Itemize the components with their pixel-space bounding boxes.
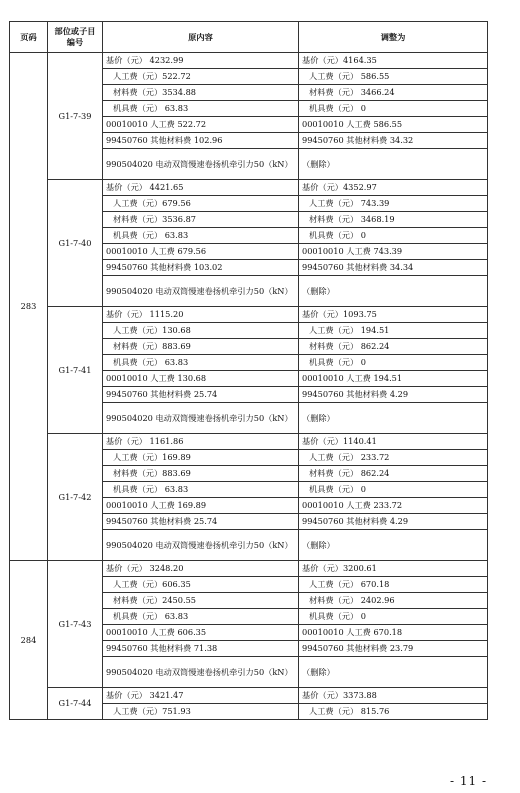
original-cell: 人工费（元）679.56 [103, 196, 299, 212]
adjusted-cell: 机具费（元） 0 [299, 355, 488, 371]
original-cell: 人工费（元）169.89 [103, 450, 299, 466]
original-cell: 00010010 人工费 522.72 [103, 117, 299, 133]
table-body [10, 53, 488, 720]
page-number: - 11 - [449, 774, 487, 788]
page-cell: 283 [10, 53, 48, 561]
adjusted-cell: 基价（元）3373.88 [299, 688, 488, 704]
adjusted-cell: 材料费（元） 862.24 [299, 466, 488, 482]
header-original: 原内容 [103, 22, 299, 53]
original-cell: 990504020 电动双筒慢速卷扬机牵引力50（kN） [103, 403, 299, 434]
adjusted-cell: （删除） [299, 149, 488, 180]
adjusted-cell: 99450760 其他材料费 34.32 [299, 133, 488, 149]
original-cell: 99450760 其他材料费 71.38 [103, 641, 299, 657]
table-row [10, 561, 488, 577]
adjusted-cell: 人工费（元） 670.18 [299, 577, 488, 593]
item-code-cell: G1-7-43 [48, 561, 103, 688]
original-cell: 人工费（元）606.35 [103, 577, 299, 593]
item-code-cell: G1-7-41 [48, 307, 103, 434]
page-cell: 284 [10, 561, 48, 720]
adjusted-cell: 00010010 人工费 233.72 [299, 498, 488, 514]
adjusted-cell: 基价（元）1140.41 [299, 434, 488, 450]
adjusted-cell: 99450760 其他材料费 4.29 [299, 514, 488, 530]
original-cell: 99450760 其他材料费 103.02 [103, 260, 299, 276]
table-row [10, 688, 488, 704]
original-cell: 机具费（元） 63.83 [103, 101, 299, 117]
original-cell: 基价（元） 3248.20 [103, 561, 299, 577]
adjusted-cell: 材料费（元） 3466.24 [299, 85, 488, 101]
original-cell: 人工费（元）522.72 [103, 69, 299, 85]
adjusted-cell: 99450760 其他材料费 4.29 [299, 387, 488, 403]
adjusted-cell: 机具费（元） 0 [299, 101, 488, 117]
adjusted-cell: 人工费（元） 815.76 [299, 704, 488, 720]
adjusted-cell: 99450760 其他材料费 34.34 [299, 260, 488, 276]
adjusted-cell: 人工费（元） 586.55 [299, 69, 488, 85]
original-cell: 990504020 电动双筒慢速卷扬机牵引力50（kN） [103, 276, 299, 307]
table-header-row [10, 22, 488, 53]
adjusted-cell: 人工费（元） 233.72 [299, 450, 488, 466]
adjusted-cell: 材料费（元） 2402.96 [299, 593, 488, 609]
item-code-cell: G1-7-40 [48, 180, 103, 307]
adjusted-cell: 机具费（元） 0 [299, 482, 488, 498]
original-cell: 材料费（元）2450.55 [103, 593, 299, 609]
original-cell: 基价（元） 4421.65 [103, 180, 299, 196]
original-cell: 材料费（元）3536.87 [103, 212, 299, 228]
header-adjusted: 调整为 [299, 22, 488, 53]
item-code-cell: G1-7-44 [48, 688, 103, 720]
adjusted-cell: 机具费（元） 0 [299, 228, 488, 244]
table-row [10, 434, 488, 450]
original-cell: 人工费（元）751.93 [103, 704, 299, 720]
original-cell: 基价（元） 3421.47 [103, 688, 299, 704]
original-cell: 00010010 人工费 130.68 [103, 371, 299, 387]
adjustment-table [9, 21, 488, 720]
original-cell: 机具费（元） 63.83 [103, 609, 299, 625]
adjusted-cell: 00010010 人工费 194.51 [299, 371, 488, 387]
original-cell: 99450760 其他材料费 25.74 [103, 387, 299, 403]
original-cell: 机具费（元） 63.83 [103, 482, 299, 498]
original-cell: 00010010 人工费 606.35 [103, 625, 299, 641]
original-cell: 990504020 电动双筒慢速卷扬机牵引力50（kN） [103, 657, 299, 688]
adjusted-cell: 基价（元）3200.61 [299, 561, 488, 577]
item-code-cell: G1-7-42 [48, 434, 103, 561]
adjusted-cell: 机具费（元） 0 [299, 609, 488, 625]
adjusted-cell: （删除） [299, 276, 488, 307]
original-cell: 机具费（元） 63.83 [103, 355, 299, 371]
adjusted-cell: 材料费（元） 3468.19 [299, 212, 488, 228]
original-cell: 基价（元） 4232.99 [103, 53, 299, 69]
adjusted-cell: 人工费（元） 194.51 [299, 323, 488, 339]
original-cell: 00010010 人工费 679.56 [103, 244, 299, 260]
adjusted-cell: （删除） [299, 530, 488, 561]
table-row [10, 53, 488, 69]
original-cell: 基价（元） 1161.86 [103, 434, 299, 450]
original-cell: 99450760 其他材料费 102.96 [103, 133, 299, 149]
item-code-cell: G1-7-39 [48, 53, 103, 180]
table-row [10, 180, 488, 196]
original-cell: 人工费（元）130.68 [103, 323, 299, 339]
table-row [10, 307, 488, 323]
original-cell: 材料费（元）883.69 [103, 466, 299, 482]
original-cell: 机具费（元） 63.83 [103, 228, 299, 244]
original-cell: 990504020 电动双筒慢速卷扬机牵引力50（kN） [103, 530, 299, 561]
adjusted-cell: 基价（元）4352.97 [299, 180, 488, 196]
original-cell: 990504020 电动双筒慢速卷扬机牵引力50（kN） [103, 149, 299, 180]
original-cell: 99450760 其他材料费 25.74 [103, 514, 299, 530]
original-cell: 基价（元） 1115.20 [103, 307, 299, 323]
adjusted-cell: （删除） [299, 403, 488, 434]
header-page: 页码 [10, 22, 48, 53]
original-cell: 00010010 人工费 169.89 [103, 498, 299, 514]
adjusted-cell: （删除） [299, 657, 488, 688]
original-cell: 材料费（元）3534.88 [103, 85, 299, 101]
header-position: 部位或子目编号 [48, 22, 103, 53]
adjusted-cell: 基价（元）1093.75 [299, 307, 488, 323]
adjusted-cell: 基价（元）4164.35 [299, 53, 488, 69]
adjusted-cell: 材料费（元） 862.24 [299, 339, 488, 355]
adjusted-cell: 00010010 人工费 743.39 [299, 244, 488, 260]
adjusted-cell: 00010010 人工费 670.18 [299, 625, 488, 641]
adjusted-cell: 99450760 其他材料费 23.79 [299, 641, 488, 657]
original-cell: 材料费（元）883.69 [103, 339, 299, 355]
adjusted-cell: 00010010 人工费 586.55 [299, 117, 488, 133]
adjusted-cell: 人工费（元） 743.39 [299, 196, 488, 212]
